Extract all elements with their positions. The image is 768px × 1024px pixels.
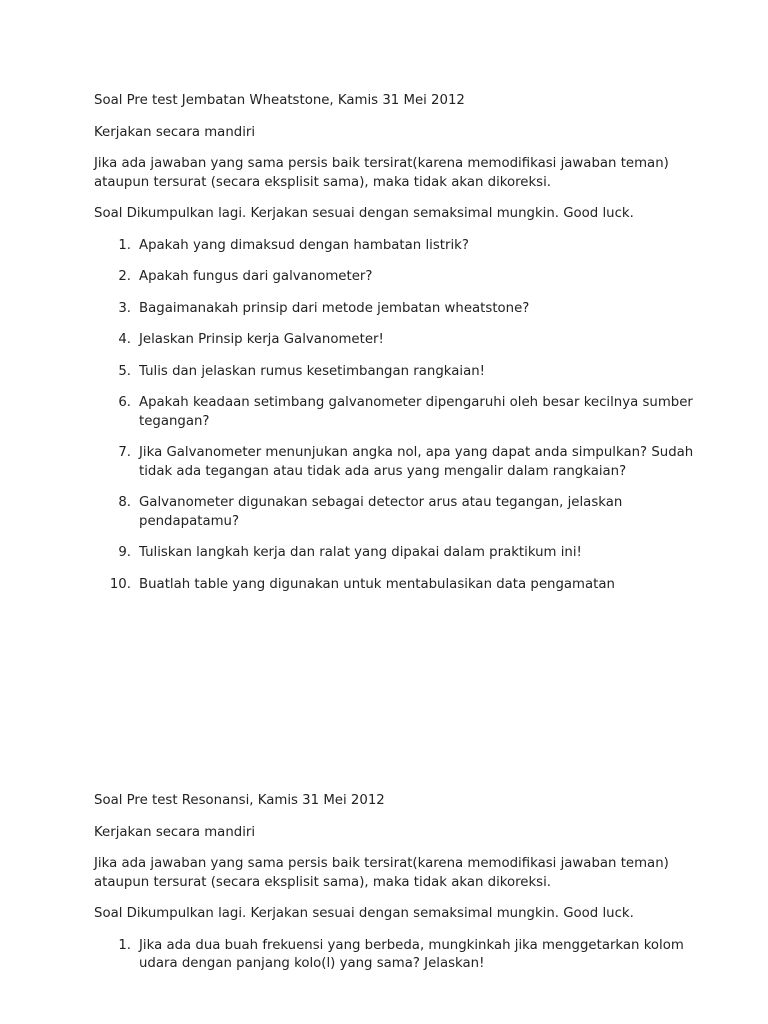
- instruction: Kerjakan secara mandiri: [94, 824, 256, 840]
- question-item: [94, 544, 694, 563]
- question-text: Apakah yang dimaksud dengan hambatan listrik?: [139, 237, 469, 253]
- warning-text: Jika ada jawaban yang sama persis baik tersirat(karena memodifikasi jawaban teman) ataupun tersurat (secara eksplisit sama), maka tidak akan dikoreksi.: [94, 156, 669, 190]
- question-number: 6.: [118, 395, 131, 410]
- question-text: Tuliskan langkah kerja dan ralat yang dipakai dalam praktikum ini!: [139, 545, 582, 560]
- note-text: Soal Dikumpulkan lagi. Kerjakan sesuai dengan semaksimal mungkin. Good luck.: [94, 906, 634, 921]
- question-number: 8.: [118, 495, 131, 510]
- question-number: 10.: [109, 576, 131, 592]
- question-text: Jika ada dua buah frekuensi yang berbeda, mungkinkah jika menggetarkan kolom udara dengan panjang kolo(l) yang sama? Jelaskan!: [139, 937, 684, 971]
- question-text: Bagaimanakah prinsip dari metode jembatan wheatstone?: [139, 300, 530, 316]
- question-item: [94, 300, 694, 319]
- question-item: [94, 937, 694, 974]
- question-number: 7.: [118, 445, 131, 460]
- question-list: [94, 937, 694, 974]
- question-item: [94, 494, 694, 531]
- section-wheatstone: [94, 92, 694, 607]
- question-text: Apakah keadaan setimbang galvanometer dipengaruhi oleh besar kecilnya sumber tegangan?: [139, 395, 693, 429]
- question-number: 1.: [118, 937, 131, 953]
- question-number: 9.: [118, 545, 131, 560]
- question-text: Jelaskan Prinsip kerja Galvanometer!: [139, 332, 384, 347]
- section-title: Soal Pre test Resonansi, Kamis 31 Mei 2012: [94, 793, 385, 808]
- section-title: Soal Pre test Jembatan Wheatstone, Kamis 31 Mei 2012: [94, 93, 465, 108]
- warning-text: Jika ada jawaban yang sama persis baik tersirat(karena memodifikasi jawaban teman) ataupun tersurat (secara eksplisit sama), maka tidak akan dikoreksi.: [94, 856, 669, 890]
- question-item: [94, 237, 694, 256]
- instruction: Kerjakan secara mandiri: [94, 124, 256, 140]
- question-item: [94, 268, 694, 287]
- question-text: Galvanometer digunakan sebagai detector arus atau tegangan, jelaskan pendapatamu?: [139, 495, 623, 529]
- question-item: [94, 331, 694, 350]
- question-item: [94, 363, 694, 382]
- question-list: [94, 237, 694, 595]
- question-number: 4.: [118, 332, 131, 347]
- note-text: Soal Dikumpulkan lagi. Kerjakan sesuai dengan semaksimal mungkin. Good luck.: [94, 206, 634, 221]
- question-number: 2.: [118, 269, 131, 284]
- question-text: Apakah fungus dari galvanometer?: [139, 269, 373, 284]
- question-number: 1.: [118, 237, 131, 253]
- question-item: [94, 576, 694, 595]
- question-item: [94, 444, 694, 481]
- question-text: Buatlah table yang digunakan untuk mentabulasikan data pengamatan: [139, 576, 615, 592]
- question-number: 5.: [118, 363, 131, 379]
- section-resonansi: [94, 792, 694, 987]
- question-text: Jika Galvanometer menunjukan angka nol, apa yang dapat anda simpulkan? Sudah tidak ada tegangan atau tidak ada arus yang mengalir dalam rangkaian?: [139, 445, 694, 479]
- question-number: 3.: [118, 300, 131, 316]
- question-item: [94, 394, 694, 431]
- question-text: Tulis dan jelaskan rumus kesetimbangan rangkaian!: [139, 363, 485, 379]
